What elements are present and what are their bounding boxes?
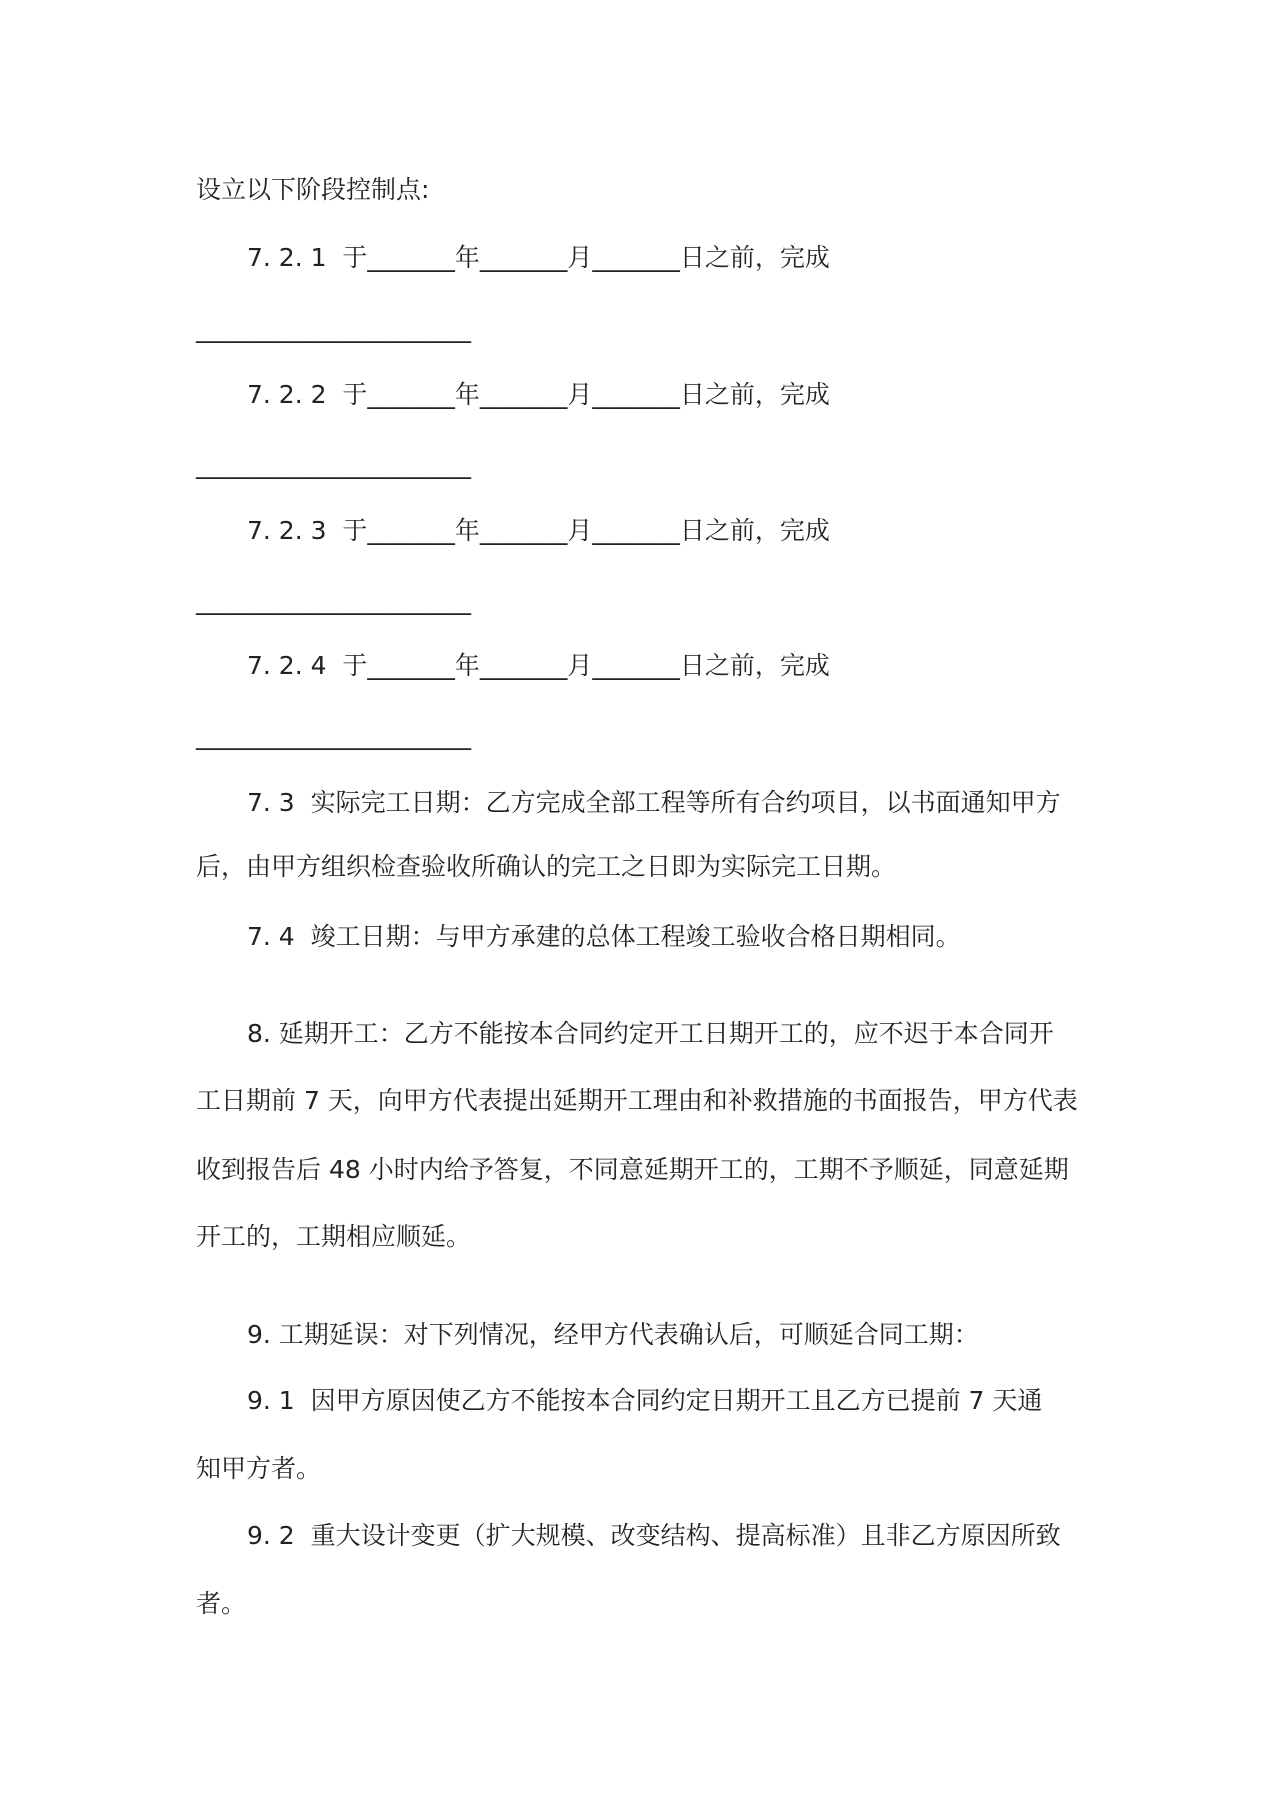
- clause-8: 8. 延期开工：乙方不能按本合同约定开工日期开工的，应不迟于本合同开: [247, 1019, 1054, 1048]
- clause-8-cont-2: 收到报告后 48 小时内给予答复，不同意延期开工的，工期不予顺延，同意延期: [196, 1155, 1069, 1184]
- clause-8-cont-3: 开工的，工期相应顺延。: [196, 1222, 472, 1251]
- clause-9-1: 9. 1 因甲方原因使乙方不能按本合同约定日期开工且乙方已提前 7 天通: [247, 1386, 1043, 1415]
- clause-7-4: 7. 4 竣工日期：与甲方承建的总体工程竣工验收合格日期相同。: [247, 922, 961, 951]
- milestone-7-2-3-blank: ______________________: [196, 586, 471, 615]
- clause-7-3: 7. 3 实际完工日期：乙方完成全部工程等所有合约项目，以书面通知甲方: [247, 788, 1061, 817]
- clause-8-cont-1: 工日期前 7 天，向甲方代表提出延期开工理由和补救措施的书面报告，甲方代表: [196, 1086, 1078, 1115]
- intro-line: 设立以下阶段控制点:: [196, 175, 430, 204]
- milestone-7-2-1-blank: ______________________: [196, 314, 471, 343]
- milestone-7-2-2: 7. 2. 2 于_______年_______月_______日之前，完成: [247, 380, 830, 409]
- milestone-7-2-4: 7. 2. 4 于_______年_______月_______日之前，完成: [247, 651, 830, 680]
- clause-9-2-cont: 者。: [196, 1589, 247, 1618]
- milestone-7-2-2-blank: ______________________: [196, 450, 471, 479]
- milestone-7-2-1: 7. 2. 1 于_______年_______月_______日之前，完成: [247, 243, 830, 272]
- clause-9: 9. 工期延误：对下列情况，经甲方代表确认后，可顺延合同工期：: [247, 1320, 979, 1349]
- milestone-7-2-4-blank: ______________________: [196, 721, 471, 750]
- clause-7-3-cont: 后，由甲方组织检查验收所确认的完工之日即为实际完工日期。: [196, 852, 897, 881]
- milestone-7-2-3: 7. 2. 3 于_______年_______月_______日之前，完成: [247, 516, 830, 545]
- clause-9-1-cont: 知甲方者。: [196, 1454, 322, 1483]
- clause-9-2: 9. 2 重大设计变更（扩大规模、改变结构、提高标准）且非乙方原因所致: [247, 1521, 1061, 1550]
